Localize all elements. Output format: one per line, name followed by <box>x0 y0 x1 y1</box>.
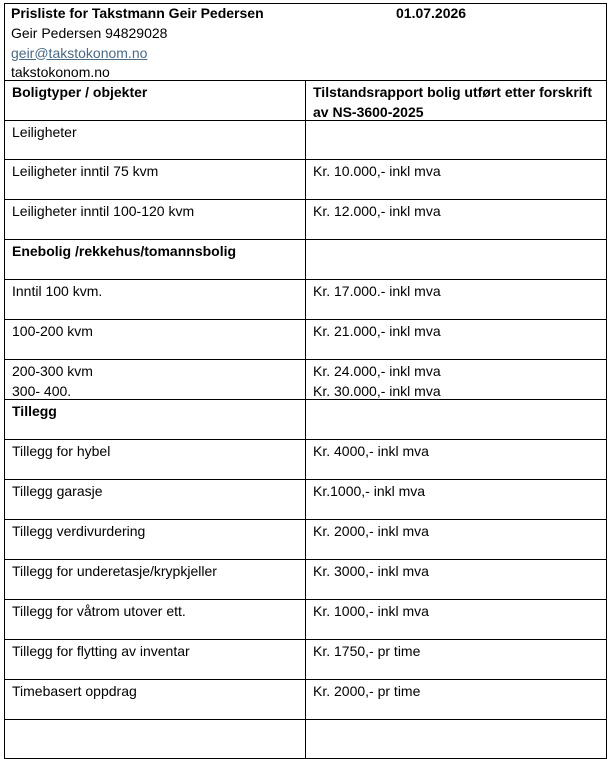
cell-text: Tillegg for underetasje/krypkjeller <box>12 563 217 579</box>
table-row <box>4 600 607 640</box>
cell-text: Inntil 100 kvm. <box>12 283 103 299</box>
cell-text: Kr.1000,- inkl mva <box>313 483 426 499</box>
document-header <box>4 3 607 24</box>
document-title: Prisliste for Takstmann Geir Pedersen <box>11 5 264 21</box>
table-header-row <box>4 81 607 121</box>
cell-price <box>306 280 607 319</box>
cell-text: Leiligheter <box>12 124 77 140</box>
cell-text: Kr. 30.000,- inkl mva <box>313 382 441 399</box>
cell-text: Kr. 1000,- inkl mva <box>313 603 429 619</box>
table-row <box>4 480 607 520</box>
table-row <box>4 440 607 480</box>
contact-website: takstokonom.no <box>11 64 110 80</box>
cell-price <box>306 200 607 239</box>
cell-text: Tillegg <box>12 403 57 419</box>
cell-property-type <box>4 680 306 719</box>
cell-text: Kr. 10.000,- inkl mva <box>313 163 441 179</box>
contact-email-link[interactable]: geir@takstokonom.no <box>11 44 148 61</box>
cell-text: Tillegg garasje <box>12 483 103 499</box>
cell-price <box>306 160 607 199</box>
cell-price <box>306 360 607 399</box>
table-row <box>4 520 607 560</box>
cell-price <box>306 400 607 439</box>
cell-price <box>306 440 607 479</box>
cell-price <box>306 680 607 719</box>
cell-property-type <box>4 320 306 359</box>
cell-property-type <box>4 121 306 159</box>
column-header-property-type: Boligtyper / objekter <box>4 81 306 120</box>
cell-text: Tillegg for hybel <box>12 443 111 459</box>
table-row <box>4 560 607 600</box>
cell-property-type <box>4 480 306 519</box>
cell-price <box>306 240 607 279</box>
cell-property-type <box>4 560 306 599</box>
cell-property-type <box>4 520 306 559</box>
cell-text: Enebolig /rekkehus/tomannsbolig <box>12 243 237 259</box>
cell-property-type <box>4 440 306 479</box>
table-row <box>4 680 607 720</box>
cell-property-type <box>4 200 306 239</box>
price-table <box>4 80 607 759</box>
cell-price <box>306 640 607 679</box>
table-row <box>4 400 607 440</box>
table-row <box>4 640 607 680</box>
cell-text: Tillegg verdivurdering <box>12 523 146 539</box>
table-row <box>4 160 607 200</box>
table-row <box>4 240 607 280</box>
table-row <box>4 360 607 400</box>
cell-price <box>306 520 607 559</box>
cell-property-type <box>4 240 306 279</box>
cell-text: Kr. 21.000,- inkl mva <box>313 323 441 339</box>
column-header-condition-report: Tilstandsrapport bolig utført etter forskrift av NS-3600-2025 <box>306 81 607 120</box>
cell-property-type <box>4 600 306 639</box>
contact-name-phone: Geir Pedersen 94829028 <box>11 25 168 41</box>
cell-property-type <box>4 360 306 399</box>
table-row <box>4 720 607 758</box>
table-row <box>4 280 607 320</box>
table-row <box>4 320 607 360</box>
cell-text: Kr. 2000,- pr time <box>313 683 421 699</box>
cell-property-type <box>4 720 306 758</box>
cell-text: Kr. 2000,- inkl mva <box>313 523 429 539</box>
cell-price <box>306 600 607 639</box>
cell-text: Tillegg for våtrom utover ett. <box>12 603 186 619</box>
cell-text: Leiligheter inntil 100-120 kvm <box>12 203 195 219</box>
cell-property-type <box>4 280 306 319</box>
cell-property-type <box>4 640 306 679</box>
document-date: 01.07.2026 <box>396 5 467 21</box>
cell-text: Kr. 3000,- inkl mva <box>313 563 429 579</box>
cell-property-type <box>4 160 306 199</box>
cell-text: Kr. 12.000,- inkl mva <box>313 203 441 219</box>
table-row <box>4 200 607 240</box>
cell-price <box>306 320 607 359</box>
cell-text: Timebasert oppdrag <box>12 683 137 699</box>
table-body <box>4 121 607 758</box>
cell-text: Kr. 1750,- pr time <box>313 643 421 659</box>
cell-text: 100-200 kvm <box>12 323 93 339</box>
cell-text: Tillegg for flytting av inventar <box>12 643 190 659</box>
cell-price <box>306 720 607 758</box>
contact-block <box>4 24 607 83</box>
table-row <box>4 121 607 160</box>
cell-text: Kr. 17.000.- inkl mva <box>313 283 441 299</box>
cell-text: Kr. 24.000,- inkl mva <box>313 363 441 379</box>
price-list-document <box>4 3 607 83</box>
cell-price <box>306 480 607 519</box>
cell-text: 300- 400. <box>12 382 72 399</box>
cell-price <box>306 560 607 599</box>
cell-text: Leiligheter inntil 75 kvm <box>12 163 159 179</box>
cell-text: 200-300 kvm <box>12 363 93 379</box>
cell-text: Kr. 4000,- inkl mva <box>313 443 429 459</box>
cell-property-type <box>4 400 306 439</box>
cell-price <box>306 121 607 159</box>
